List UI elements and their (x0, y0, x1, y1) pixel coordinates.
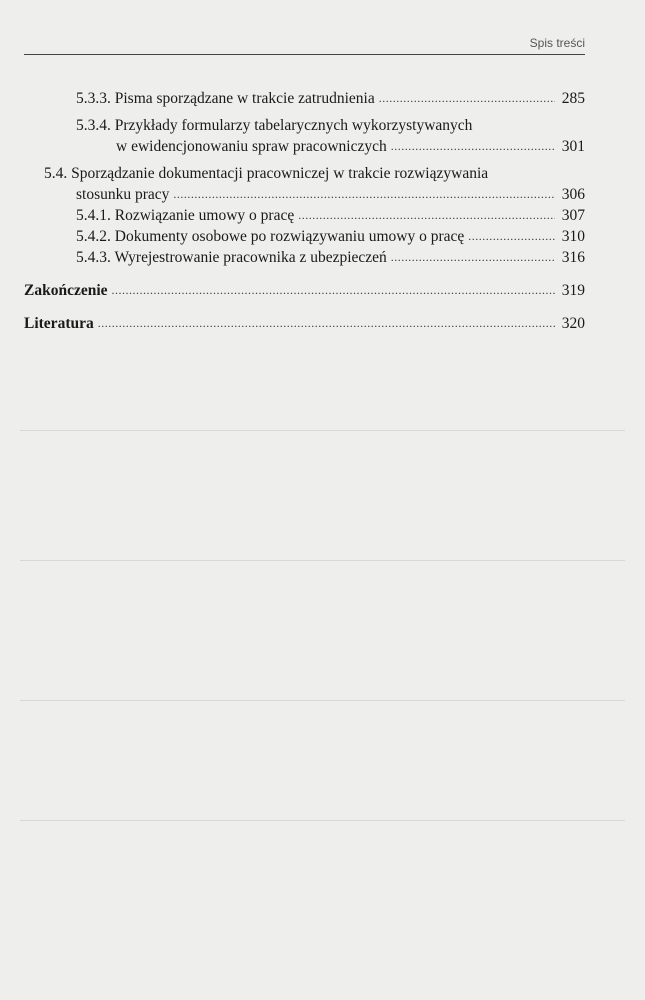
toc-entry-title-continued: stosunku pracy (76, 186, 170, 203)
toc-entry-title: 5.4. Sporządzanie dokumentacji pracowniczej w trakcie rozwiązywania (44, 165, 489, 182)
toc-entry-title: 5.4.3. Wyrejestrowanie pracownika z ubezpieczeń (76, 249, 387, 266)
toc-entry[interactable] (24, 280, 585, 301)
toc-entry[interactable] (24, 313, 585, 334)
toc-page-number: 319 (561, 282, 585, 299)
running-header: Spis treści (529, 36, 585, 50)
toc-page-number: 310 (561, 228, 585, 245)
toc-entry[interactable] (76, 205, 585, 226)
toc-leader-dots (468, 226, 555, 247)
toc-entry[interactable] (76, 226, 585, 247)
toc-leader-dots (173, 184, 555, 205)
toc-entry-title: 5.4.1. Rozwiązanie umowy o pracę (76, 207, 295, 224)
toc-entry-title: 5.4.2. Dokumenty osobowe po rozwiązywaniu umowy o pracę (76, 228, 465, 245)
toc-entry-title: 5.3.4. Przykłady formularzy tabelarycznych wykorzystywanych (76, 117, 473, 134)
toc-entry[interactable] (76, 247, 585, 268)
toc-leader-dots (112, 280, 555, 301)
bleed-through-line (20, 560, 625, 561)
bleed-through-line (20, 430, 625, 431)
toc-entry-title-continued: w ewidencjonowaniu spraw pracowniczych (116, 138, 387, 155)
toc-entry[interactable] (76, 88, 585, 109)
table-of-contents (24, 88, 585, 334)
header-rule (24, 54, 585, 55)
bleed-through-line (20, 700, 625, 701)
toc-page-number: 320 (561, 315, 585, 332)
toc-entry-title: 5.3.3. Pisma sporządzane w trakcie zatrudnienia (76, 90, 375, 107)
toc-leader-dots (379, 88, 555, 109)
bleed-through-line (20, 820, 625, 821)
toc-leader-dots (391, 136, 555, 157)
toc-leader-dots (298, 205, 555, 226)
toc-page-number: 306 (561, 186, 585, 203)
toc-page-number: 316 (561, 249, 585, 266)
toc-entry[interactable] (76, 184, 585, 205)
toc-entry-title: Literatura (24, 315, 94, 332)
toc-page-number: 285 (561, 90, 585, 107)
toc-entry-title: Zakończenie (24, 282, 108, 299)
toc-page-number: 301 (561, 138, 585, 155)
toc-leader-dots (98, 313, 555, 334)
toc-leader-dots (391, 247, 555, 268)
toc-page-number: 307 (561, 207, 585, 224)
toc-entry[interactable] (116, 136, 585, 157)
